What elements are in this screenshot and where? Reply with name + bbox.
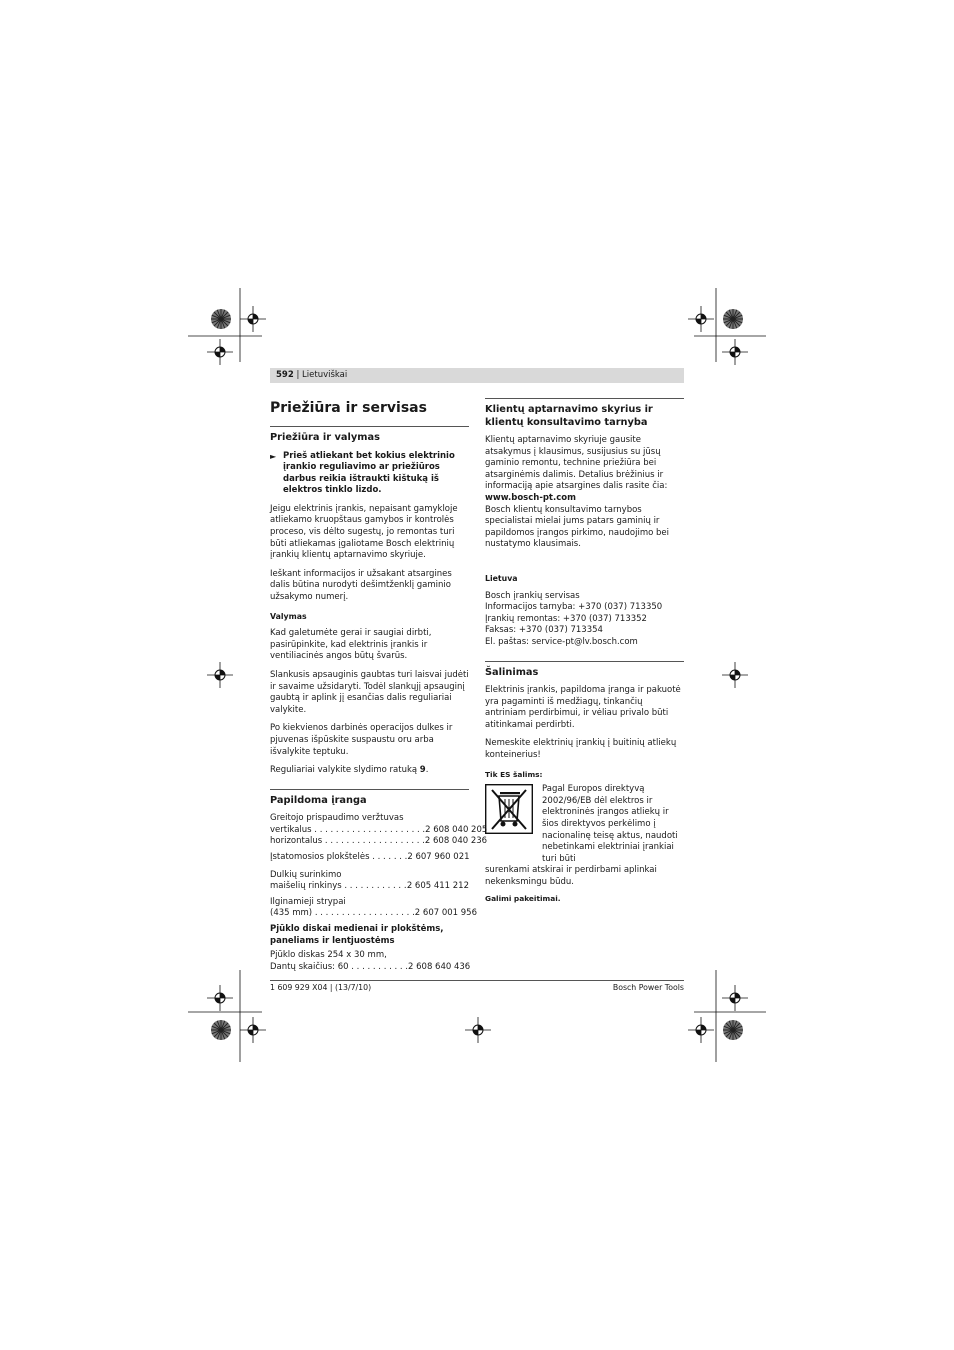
accessory-row-rods: (435 mm) . . . . . . . . . . . . . . . . . . . 2 607 001 956 xyxy=(270,908,477,919)
header-separator: | xyxy=(293,370,303,380)
paragraph-guard: Slankusis apsauginis gaubtas turi laisvai judėti ir savaime užsidaryti. Todėl slankųjį apsauginį gaubtą ir aplink jį esančias dalis reguliariai valykite. xyxy=(270,670,469,715)
paragraph-order-number: Ieškant informacijos ir užsakant atsargines dalis būtina nurodyti dešimtženklį gaminio užsakymo numerį. xyxy=(270,568,452,603)
heading-disposal: Šalinimas xyxy=(485,661,684,680)
paragraph-dust: Po kiekvienos darbinės operacijos dulkes ir pjuvenas išpūskite suspaustu oru arba išvalykite teptuku. xyxy=(270,723,453,757)
heading-accessories: Papildoma įranga xyxy=(270,789,469,808)
right-column xyxy=(485,398,684,904)
dust-title: Dulkių surinkimo xyxy=(270,869,342,880)
paragraph-recycle: Elektrinis įrankis, papildoma įranga ir pakuotė yra pagaminti iš medžiagų, tinkančių antriniam perdirbimui, ir vėliau privalo būti atitinkamai perdirbti. xyxy=(485,685,681,730)
rods-title: Ilginamieji strypai xyxy=(270,896,346,907)
contact-line: Informacijos tarnyba: +370 (037) 713350 xyxy=(485,602,663,613)
paragraph-repair: Jeigu elektrinis įrankis, nepaisant gamykloje atliekamo kruopštaus gamybos ir kontrolės proceso, vis dėlto sugestų, jo remontas turi būti atliekamas įgaliotame Bosch elektrinių įrankių klientų aptarnavimo skyriuje. xyxy=(270,503,458,561)
weee-block xyxy=(485,784,684,865)
blade-size: Pjūklo diskas 254 x 30 mm, xyxy=(270,950,387,961)
website-link[interactable]: www.bosch-pt.com xyxy=(485,492,576,503)
paragraph-household: Nemeskite elektrinių įrankių į buitinių atliekų konteinerius! xyxy=(485,738,677,760)
weee-directive-text: Pagal Europos direktyvą 2002/96/EB dėl elektros ir elektroninės įrangos atliekų ir šios direktyvos perkėlimo į nacionalinę teisę aktus, naudoti nebetinkami elektriniai įrankiai turi būti xyxy=(542,784,678,864)
page-header xyxy=(270,368,684,383)
accessory-row-horizontal: horizontalus . . . . . . . . . . . . . . . . . . . 2 608 040 236 xyxy=(270,836,488,847)
contact-line: Faksas: +370 (037) 713354 xyxy=(485,625,603,636)
accessory-row-dust: maišelių rinkinys . . . . . . . . . . . . 2 605 411 212 xyxy=(270,881,469,892)
subheading-cleaning: Valymas xyxy=(270,611,307,621)
page-footer xyxy=(270,980,684,994)
accessory-row-blade: Dantų skaičius: 60 . . . . . . . . . . . 2 608 640 436 xyxy=(270,961,471,972)
contact-line: Įrankių remontas: +370 (037) 713352 xyxy=(485,613,647,624)
arrow-icon: ► xyxy=(270,451,277,461)
country-heading: Lietuva xyxy=(485,573,518,583)
heading-customer-service: Klientų aptarnavimo skyrius ir klientų konsultavimo tarnyba xyxy=(485,398,684,429)
brand-name: Bosch Power Tools xyxy=(612,983,684,992)
weee-directive-continued: surenkami atskirai ir perdirbami aplinkai nekenksmingu būdu. xyxy=(485,865,657,887)
page-number: 592 xyxy=(276,370,294,380)
paragraph-roller: Reguliariai valykite slydimo ratuką 9. xyxy=(270,765,429,776)
contact-line: Bosch įrankių servisas xyxy=(485,590,580,601)
blades-heading: Pjūklo diskai medienai ir plokštėms, paneliams ir lentjuostėms xyxy=(270,924,444,946)
paragraph-service: Klientų aptarnavimo skyriuje gausite atsakymus į klausimus, susijusius su jūsų gaminio remontu, technine priežiūra bei atsarginėmis dalimis. Detalius brėžinius ir informaciją apie atsargines dalis rasite čia: www.bosch-pt.com xyxy=(485,435,668,503)
paragraph-clean-vents: Kad galetumėte gerai ir saugiai dirbti, pasirūpinkite, kad elektrinis įrankis ir ventiliacinės angos būtų švarūs. xyxy=(270,628,432,662)
document-number: 1 609 929 X04 | (13/7/10) xyxy=(270,983,372,992)
section-title-maintenance: Priežiūra ir servisas xyxy=(270,400,427,416)
crossed-out-wheelie-bin-icon xyxy=(485,784,533,834)
clamp-title: Greitojo prispaudimo veržtuvas xyxy=(270,813,404,824)
warning-text: Prieš atliekant bet kokius elektrinio įrankio reguliavimo ar priežiūros darbus reikia ištraukti kištuką iš elektros tinklo lizdo. xyxy=(283,450,455,496)
header-language: Lietuviškai xyxy=(302,370,348,380)
subject-to-change-note: Galimi pakeitimai. xyxy=(485,893,561,903)
accessory-row-vertical: vertikalus . . . . . . . . . . . . . . . . . . . . . 2 608 040 205 xyxy=(270,824,488,835)
contact-email[interactable]: El. paštas: service-pt@lv.bosch.com xyxy=(485,636,638,647)
accessory-row-inserts: Įstatomosios plokštelės . . . . . . . 2 607 960 021 xyxy=(270,852,470,863)
paragraph-consulting: Bosch klientų konsultavimo tarnybos specialistai mielai jums patars gaminių ir papildomos įrangos pirkimo, naudojimo bei nustatymo klausimais. xyxy=(485,504,669,550)
eu-only-label: Tik ES šalims: xyxy=(485,769,543,779)
heading-maintenance-cleaning: Priežiūra ir valymas xyxy=(270,426,469,445)
left-column xyxy=(270,398,488,973)
warning-unplug xyxy=(270,451,469,497)
